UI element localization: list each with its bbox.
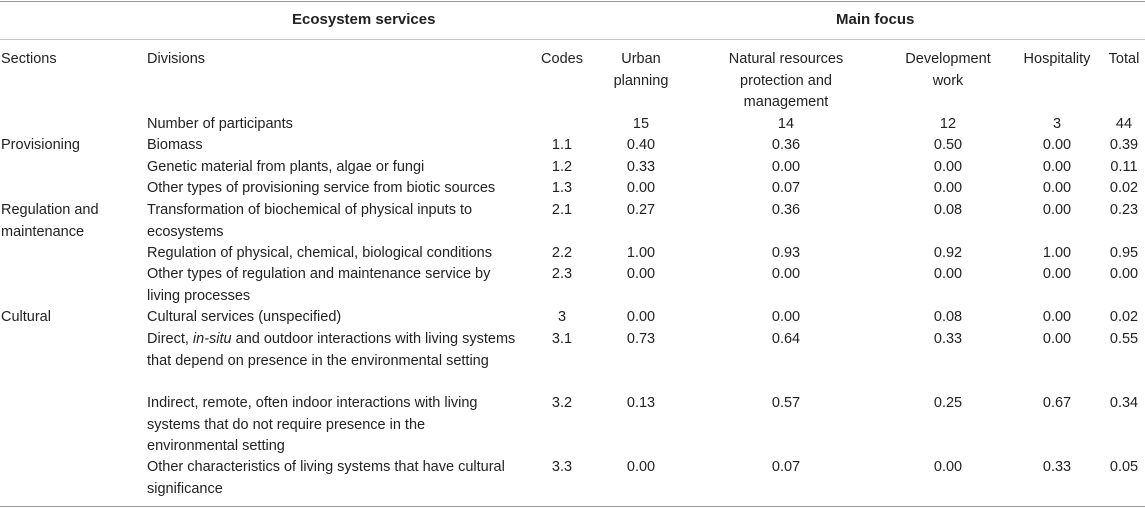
code-cell: 2.1 (551, 202, 573, 218)
hospitality-cell: 0.00 (1042, 309, 1072, 325)
code-cell: 3 (557, 309, 567, 325)
natural-resources-cell: 0.00 (771, 266, 801, 282)
column-header-development-work: Development work (905, 51, 991, 89)
development-work-cell: 0.00 (933, 459, 963, 475)
hospitality-cell: 1.00 (1042, 245, 1072, 261)
division-text-italic: in-situ (192, 331, 232, 347)
section-cell: Regulation and maintenance (1, 202, 99, 240)
urban-planning-cell: 0.00 (626, 459, 656, 475)
development-work-cell: 0.25 (933, 395, 963, 411)
participants-total: 44 (1115, 116, 1133, 132)
division-text-pre: Direct, (147, 331, 193, 347)
column-header-urban-planning: Urban planning (613, 51, 669, 89)
group-header-main-focus: Main focus (836, 11, 915, 28)
total-cell: 0.02 (1109, 180, 1139, 196)
division-cell: Other characteristics of living systems that have cultural significance (147, 459, 505, 497)
code-cell: 3.2 (551, 395, 573, 411)
urban-planning-cell: 0.40 (626, 137, 656, 153)
hospitality-cell: 0.00 (1042, 331, 1072, 347)
division-cell: Transformation of biochemical of physical inputs to ecosystems (147, 202, 473, 240)
participants-development-work: 12 (939, 116, 957, 132)
column-header-total: Total (1108, 51, 1140, 67)
total-cell: 0.02 (1109, 309, 1139, 325)
section-cell: Provisioning (1, 137, 80, 153)
division-text-post: and outdoor interactions with living systems that depend on presence in the environmental setting (147, 331, 516, 369)
division-cell: Other types of provisioning service from biotic sources (147, 180, 496, 196)
bottom-rule (0, 506, 1145, 507)
natural-resources-cell: 0.36 (771, 137, 801, 153)
development-work-cell: 0.50 (933, 137, 963, 153)
division-cell: Genetic material from plants, algae or fungi (147, 159, 425, 175)
development-work-cell: 0.92 (933, 245, 963, 261)
hospitality-cell: 0.00 (1042, 180, 1072, 196)
development-work-cell: 0.00 (933, 180, 963, 196)
participants-urban-planning: 15 (632, 116, 650, 132)
development-work-cell: 0.00 (933, 266, 963, 282)
section-cell: Cultural (1, 309, 51, 325)
division-cell: Cultural services (unspecified) (147, 309, 342, 325)
hospitality-cell: 0.00 (1042, 137, 1072, 153)
development-work-cell: 0.00 (933, 159, 963, 175)
group-header-ecosystem-services: Ecosystem services (292, 11, 436, 28)
column-header-sections: Sections (1, 51, 57, 67)
urban-planning-cell: 0.73 (626, 331, 656, 347)
natural-resources-cell: 0.36 (771, 202, 801, 218)
total-cell: 0.05 (1109, 459, 1139, 475)
participants-label: Number of participants (147, 116, 293, 132)
development-work-cell: 0.33 (933, 331, 963, 347)
division-cell (147, 329, 517, 372)
code-cell: 2.3 (551, 266, 573, 282)
total-cell: 0.34 (1109, 395, 1139, 411)
urban-planning-cell: 0.00 (626, 180, 656, 196)
development-work-cell: 0.08 (933, 309, 963, 325)
code-cell: 3.3 (551, 459, 573, 475)
division-cell: Indirect, remote, often indoor interactions with living systems that do not require presence in the environmental setting (147, 395, 478, 454)
natural-resources-cell: 0.93 (771, 245, 801, 261)
total-cell: 0.39 (1109, 137, 1139, 153)
total-cell: 0.55 (1109, 331, 1139, 347)
urban-planning-cell: 1.00 (626, 245, 656, 261)
total-cell: 0.00 (1109, 266, 1139, 282)
natural-resources-cell: 0.07 (771, 180, 801, 196)
natural-resources-cell: 0.00 (771, 309, 801, 325)
code-cell: 1.2 (551, 159, 573, 175)
code-cell: 2.2 (551, 245, 573, 261)
hospitality-cell: 0.00 (1042, 266, 1072, 282)
urban-planning-cell: 0.27 (626, 202, 656, 218)
total-cell: 0.95 (1109, 245, 1139, 261)
urban-planning-cell: 0.00 (626, 266, 656, 282)
group-header-rule (0, 39, 1145, 40)
column-header-hospitality: Hospitality (1023, 51, 1091, 67)
participants-natural-resources: 14 (777, 116, 795, 132)
division-cell: Biomass (147, 137, 203, 153)
hospitality-cell: 0.00 (1042, 202, 1072, 218)
code-cell: 3.1 (551, 331, 573, 347)
hospitality-cell: 0.67 (1042, 395, 1072, 411)
division-cell: Regulation of physical, chemical, biological conditions (147, 245, 492, 261)
development-work-cell: 0.08 (933, 202, 963, 218)
urban-planning-cell: 0.13 (626, 395, 656, 411)
participants-hospitality: 3 (1052, 116, 1062, 132)
natural-resources-cell: 0.57 (771, 395, 801, 411)
natural-resources-cell: 0.64 (771, 331, 801, 347)
total-cell: 0.23 (1109, 202, 1139, 218)
natural-resources-cell: 0.00 (771, 159, 801, 175)
code-cell: 1.1 (551, 137, 573, 153)
column-header-natural-resources: Natural resources protection and management (728, 51, 844, 110)
division-cell: Other types of regulation and maintenance service by living processes (147, 266, 491, 304)
top-rule (0, 1, 1145, 2)
hospitality-cell: 0.33 (1042, 459, 1072, 475)
urban-planning-cell: 0.00 (626, 309, 656, 325)
urban-planning-cell: 0.33 (626, 159, 656, 175)
code-cell: 1.3 (551, 180, 573, 196)
hospitality-cell: 0.00 (1042, 159, 1072, 175)
total-cell: 0.11 (1110, 159, 1138, 175)
natural-resources-cell: 0.07 (771, 459, 801, 475)
column-header-divisions: Divisions (147, 51, 206, 67)
column-header-codes: Codes (541, 51, 583, 67)
